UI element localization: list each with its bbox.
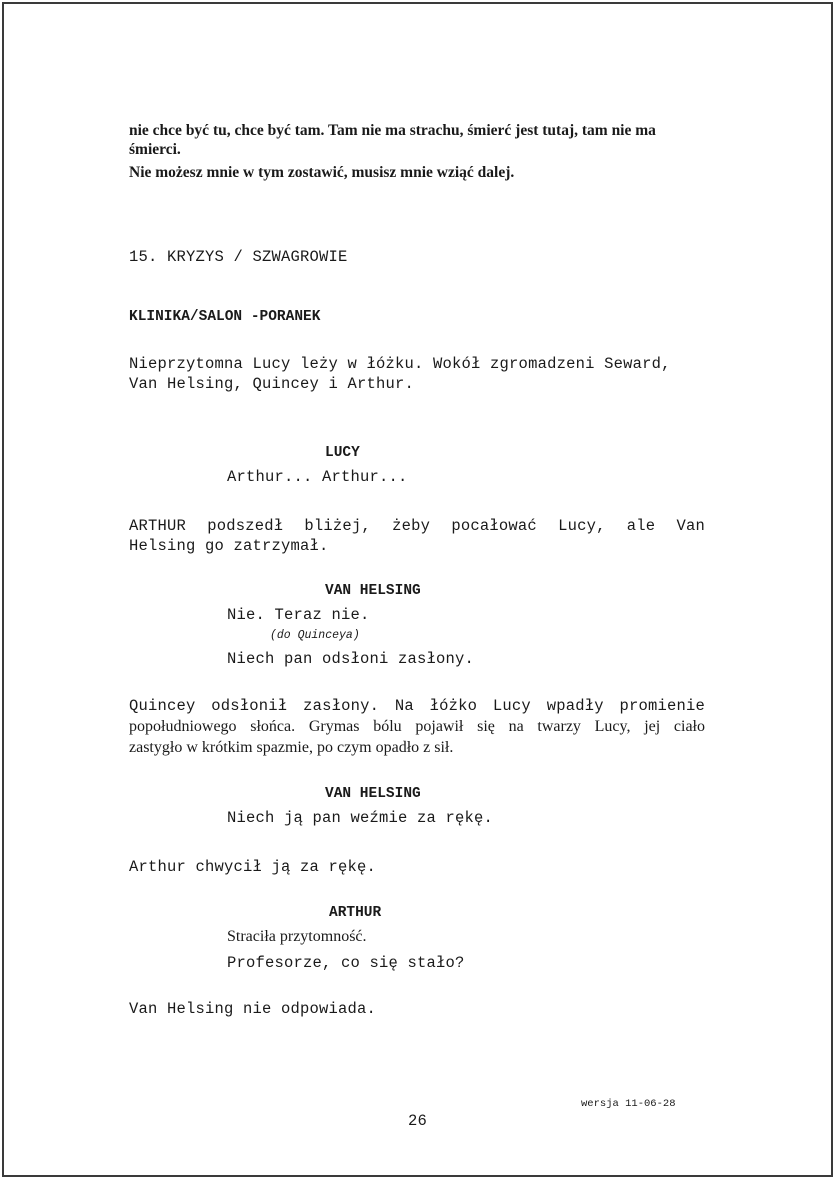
character-arthur: ARTHUR (329, 905, 382, 921)
dialogue-van-helsing-line-2: Niech pan odsłoni zasłony. (227, 650, 475, 668)
top-text-line-1: nie chce być tu, chce być tam. Tam nie ma strachu, śmierć jest tutaj, tam nie ma (129, 122, 656, 139)
dialogue-van-helsing-2-line: Niech ją pan weźmie za rękę. (227, 809, 494, 827)
parenthetical: (do Quinceya) (270, 629, 360, 642)
action-2-line-2: Helsing go zatrzymał. (129, 537, 329, 555)
action-5-line: Van Helsing nie odpowiada. (129, 1000, 377, 1018)
action-2-line-1: ARTHUR podszedł bliżej, żeby pocałować Lucy, ale Van (129, 517, 705, 535)
top-text-line-2: śmierci. (129, 141, 181, 158)
top-text-line-3: Nie możesz mnie w tym zostawić, musisz mnie wziąć dalej. (129, 164, 515, 181)
scene-heading: 15. KRYZYS / SZWAGROWIE (129, 248, 348, 266)
character-lucy: LUCY (325, 445, 360, 461)
action-3-line-1: Quincey odsłonił zasłony. Na łóżko Lucy wpadły promienie (129, 697, 705, 715)
action-3-line-2: popołudniowego słońca. Grymas bólu pojawił się na twarzy Lucy, jej ciało (129, 718, 705, 735)
action-4-line: Arthur chwycił ją za rękę. (129, 858, 377, 876)
dialogue-lucy-line: Arthur... Arthur... (227, 468, 408, 486)
dialogue-arthur-line-2: Profesorze, co się stało? (227, 954, 465, 972)
dialogue-arthur-line-1: Straciła przytomność. (227, 928, 367, 945)
character-van-helsing-1: VAN HELSING (325, 583, 421, 599)
scene-location: KLINIKA/SALON -PORANEK (129, 309, 321, 325)
character-van-helsing-2: VAN HELSING (325, 786, 421, 802)
action-3-line-3: zastygło w krótkim spazmie, po czym opadło z sił. (129, 739, 454, 756)
version-label: wersja 11-06-28 (581, 1098, 676, 1110)
dialogue-van-helsing-line-1: Nie. Teraz nie. (227, 606, 370, 624)
action-1-line-1: Nieprzytomna Lucy leży w łóżku. Wokół zgromadzeni Seward, (129, 355, 671, 373)
page-number: 26 (408, 1112, 428, 1130)
action-1-line-2: Van Helsing, Quincey i Arthur. (129, 375, 415, 393)
